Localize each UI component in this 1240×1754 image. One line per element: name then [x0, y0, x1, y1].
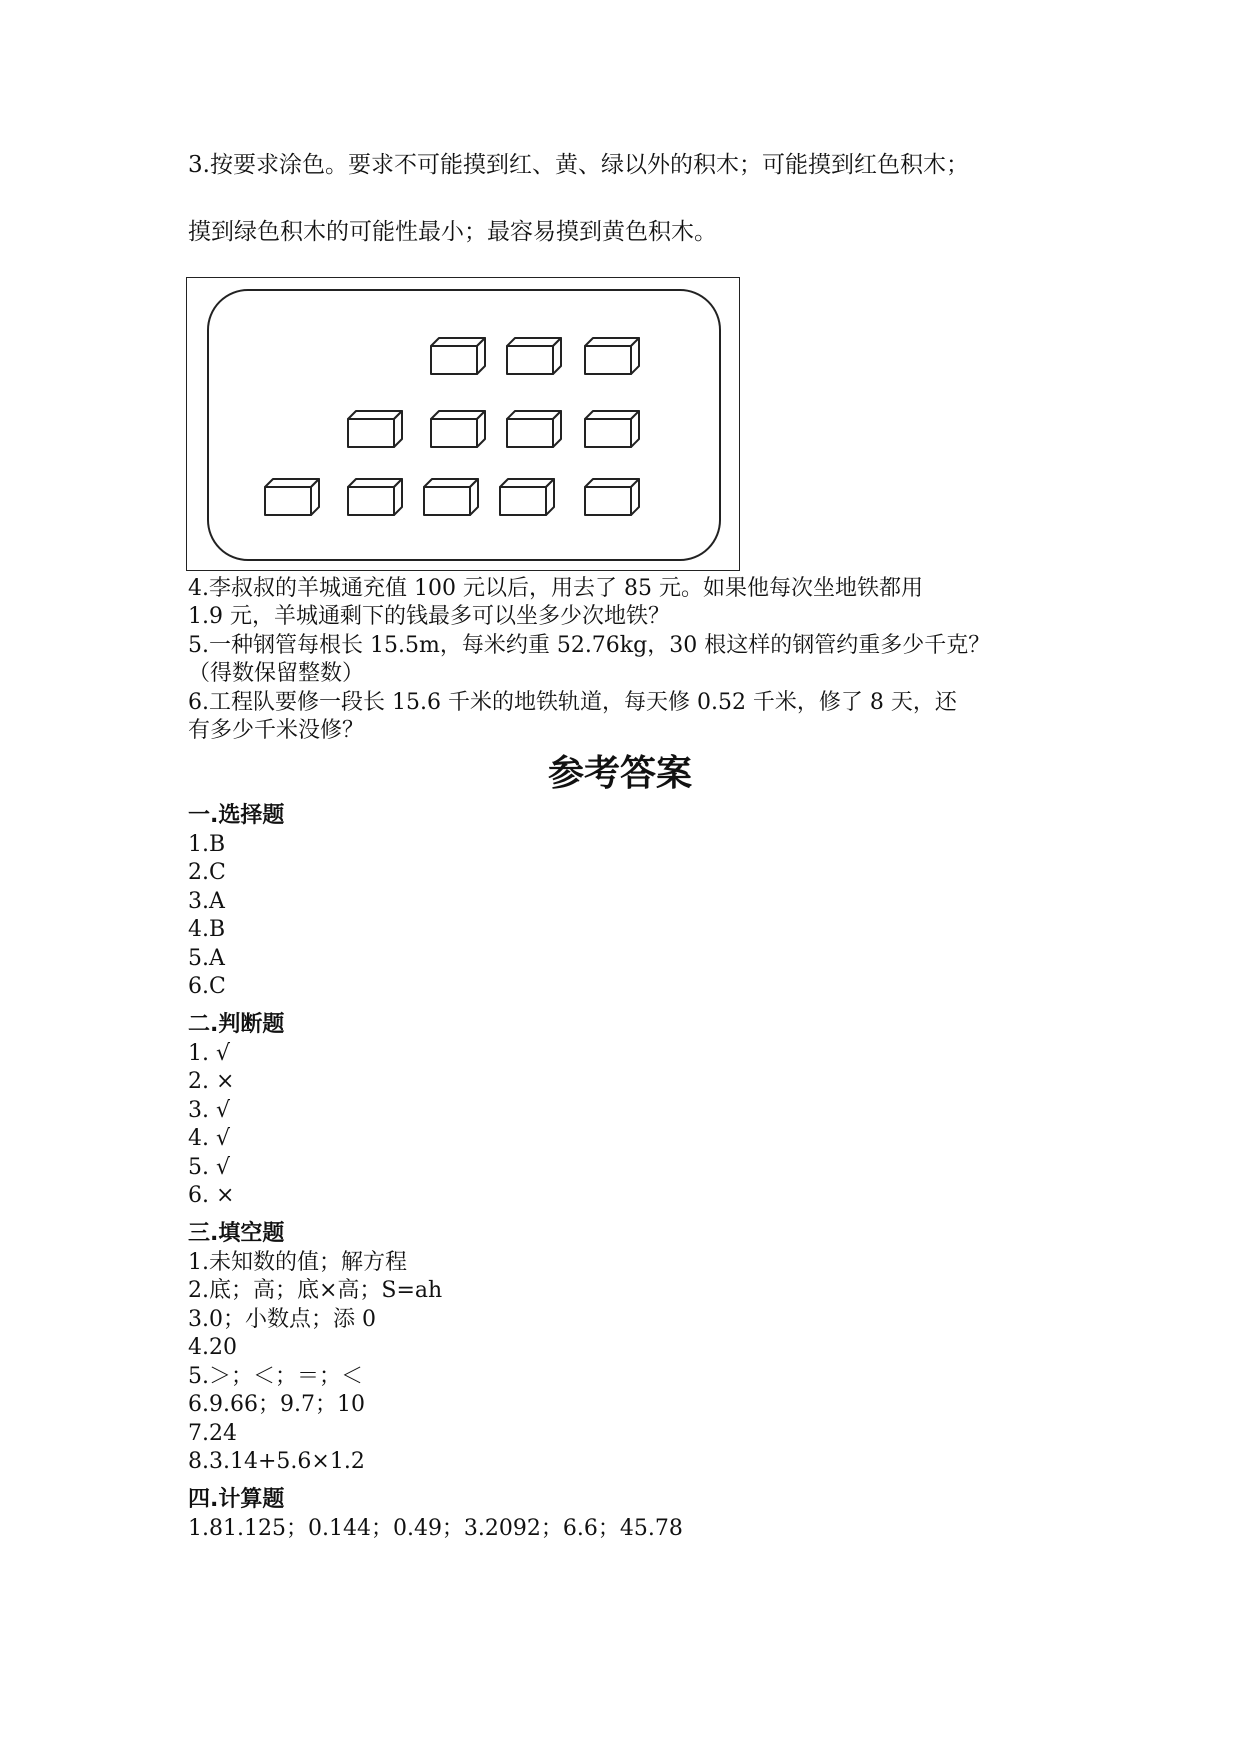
fill-blank-answer: 4.20 [188, 1335, 237, 1360]
block-icon [507, 338, 561, 374]
question-5-line-2: （得数保留整数） [188, 661, 365, 686]
choice-answer: 1.B [188, 832, 226, 857]
question-5-line-1: 5.一种钢管每根长 15.5m，每米约重 52.76kg，30 根这样的钢管约重多少千克？ [188, 633, 991, 658]
choice-answer: 5.A [188, 946, 225, 971]
choice-answer: 4.B [188, 917, 226, 942]
block-icon [500, 479, 554, 515]
section-heading-calculation: 四.计算题 [188, 1487, 285, 1512]
fill-blank-answer: 1.未知数的值；解方程 [188, 1250, 407, 1275]
block-icon [585, 338, 639, 374]
judgment-answer: 2. × [188, 1069, 235, 1094]
section-heading-fill-blank: 三.填空题 [188, 1221, 285, 1246]
fill-blank-answer: 6.9.66；9.7；10 [188, 1392, 365, 1417]
answer-key-title: 参考答案 [547, 753, 692, 794]
judgment-answer: 5. √ [188, 1155, 231, 1180]
block-icon [431, 338, 485, 374]
choice-answer: 6.C [188, 974, 226, 999]
judgment-answer: 3. √ [188, 1098, 231, 1123]
question-4-line-2: 1.9 元，羊城通剩下的钱最多可以坐多少次地铁？ [188, 604, 670, 629]
calculation-answer: 1.81.125；0.144；0.49；3.2092；6.6；45.78 [188, 1516, 683, 1541]
choice-answer: 3.A [188, 889, 225, 914]
block-icon [431, 411, 485, 447]
block-icon [424, 479, 478, 515]
question-3-line-1: 3.按要求涂色。要求不可能摸到红、黄、绿以外的积木；可能摸到红色积木； [188, 152, 969, 178]
judgment-answer: 6. × [188, 1183, 235, 1208]
section-heading-choice: 一.选择题 [188, 803, 285, 828]
question-6-line-2: 有多少千米没修？ [188, 718, 365, 743]
fill-blank-answer: 8.3.14+5.6×1.2 [188, 1449, 365, 1474]
fill-blank-answer: 3.0；小数点；添 0 [188, 1307, 376, 1332]
blocks-figure-drawing [187, 278, 741, 572]
question-3-line-2: 摸到绿色积木的可能性最小；最容易摸到黄色积木。 [188, 219, 717, 245]
question-6-line-1: 6.工程队要修一段长 15.6 千米的地铁轨道，每天修 0.52 千米，修了 8 天，还 [188, 690, 957, 715]
fill-blank-answer: 5.＞；＜；＝；＜ [188, 1364, 363, 1389]
section-heading-judgment: 二.判断题 [188, 1012, 285, 1037]
block-icon [585, 411, 639, 447]
block-icon [348, 411, 402, 447]
fill-blank-answer: 2.底；高；底×高；S=ah [188, 1278, 443, 1303]
block-icon [507, 411, 561, 447]
fill-blank-answer: 7.24 [188, 1421, 237, 1446]
blocks-figure [186, 277, 740, 571]
judgment-answer: 1. √ [188, 1041, 231, 1066]
blocks-group [265, 338, 639, 515]
judgment-answer: 4. √ [188, 1126, 231, 1151]
block-icon [585, 479, 639, 515]
question-4-line-1: 4.李叔叔的羊城通充值 100 元以后，用去了 85 元。如果他每次坐地铁都用 [188, 576, 923, 601]
choice-answer: 2.C [188, 860, 226, 885]
block-icon [348, 479, 402, 515]
block-icon [265, 479, 319, 515]
